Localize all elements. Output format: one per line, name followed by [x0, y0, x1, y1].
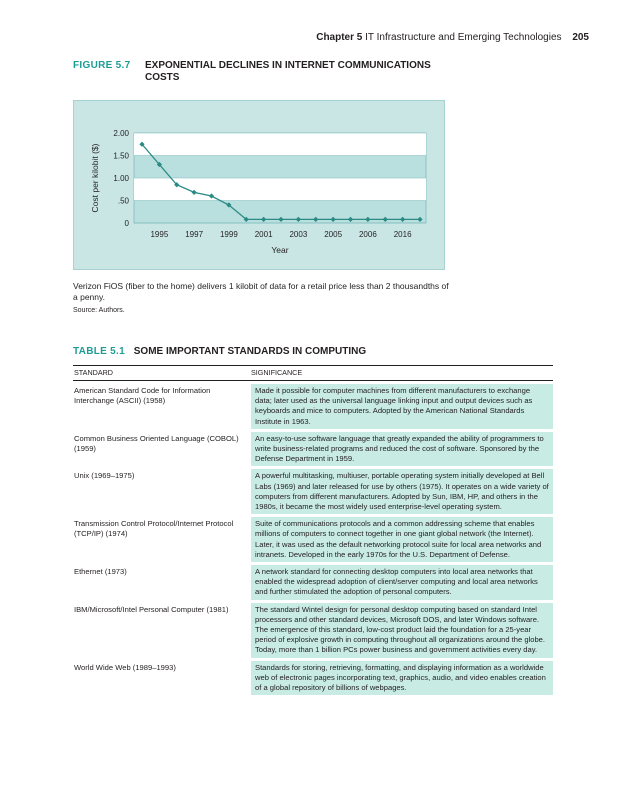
significance-cell: A powerful multitasking, multiuser, portable operating system initially developed at Bell Labs (1969) and later released for use by others (1975). It operates on a wide variety of computers from different manufacturers. Adopted by Sun, IBM, HP, and others in the 1980s, it became the most widely used enterprise-level operating system.	[251, 469, 553, 514]
chapter-label: Chapter 5	[316, 32, 363, 43]
significance-cell: A network standard for connecting desktop computers into local area networks that enabled the widespread adoption of client/server computing and local area networks and further stimulated the adoption of personal computers.	[251, 565, 553, 600]
x-tick-label: 2005	[324, 230, 343, 239]
header-standard: STANDARD	[74, 367, 114, 377]
table-row	[73, 432, 553, 467]
table-row	[73, 603, 553, 658]
y-tick-label: 1.50	[113, 151, 129, 161]
x-tick-label: 1997	[185, 230, 204, 239]
standard-cell: World Wide Web (1989–1993)	[74, 662, 176, 672]
standard-cell: IBM/Microsoft/Intel Personal Computer (1981)	[74, 604, 229, 614]
y-tick-label: 2.00	[113, 129, 129, 138]
significance-cell: Made it possible for computer machines from different manufacturers to exchange data; later used as the universal language linking input and output devices such as keyboards and mice to computers. Adopted by the American National Standards Institute in 1963.	[251, 384, 553, 429]
y-tick-label: .50	[117, 196, 129, 206]
x-tick-label: 2016	[393, 230, 412, 239]
standards-table	[73, 365, 553, 695]
figure-label: FIGURE 5.7	[73, 60, 131, 71]
chapter-title: IT Infrastructure and Emerging Technologies	[365, 32, 562, 43]
y-tick-label: 0	[124, 219, 129, 228]
header-significance: SIGNIFICANCE	[251, 367, 303, 377]
figure-title: EXPONENTIAL DECLINES IN INTERNET COMMUNICATIONS COSTS	[145, 60, 431, 83]
x-tick-label: 2001	[254, 230, 273, 239]
significance-cell: An easy-to-use software language that greatly expanded the ability of programmers to write business-related programs and reduced the cost of software. Sponsored by the Defense Department in 1959.	[251, 432, 553, 467]
x-tick-label: 1995	[150, 230, 169, 239]
standard-cell: Transmission Control Protocol/Internet Protocol (TCP/IP) (1974)	[74, 519, 234, 539]
standard-cell: Unix (1969–1975)	[74, 471, 135, 481]
plot-band	[134, 133, 426, 156]
figure-note: Verizon FiOS (fiber to the home) delivers 1 kilobit of data for a retail price less than 2 thousandths of a penny.	[73, 281, 449, 302]
significance-cell: Standards for storing, retrieving, formatting, and displaying information as a worldwide web of electronic pages incorporating text, graphics, audio, and video enables creation of a global repository of billions of webpages.	[251, 661, 553, 696]
table-row	[73, 565, 553, 600]
x-tick-label: 2006	[358, 230, 377, 239]
chart-frame	[73, 100, 445, 270]
table-row	[73, 517, 553, 562]
table-header	[73, 365, 553, 381]
running-head	[316, 32, 589, 43]
x-tick-label: 1999	[219, 230, 238, 239]
cost-chart	[74, 101, 444, 269]
figure-source: Source: Authors.	[73, 307, 125, 314]
standard-cell: American Standard Code for Information Interchange (ASCII) (1958)	[74, 386, 211, 406]
y-axis-label: Cost per kilobit ($)	[90, 143, 100, 213]
significance-cell: Suite of communications protocols and a common addressing scheme that enables millions of computers to connect together in one giant global network (the Internet). Later, it was used as the default networking protocol suite for local area networks and intranets. Developed in the early 1970s for the U.S. Department of Defense.	[251, 517, 553, 562]
x-axis-label: Year	[271, 245, 289, 255]
standard-cell: Common Business Oriented Language (COBOL) (1959)	[74, 433, 239, 454]
significance-cell: The standard Wintel design for personal desktop computing based on standard Intel processors and other standard devices, Microsoft DOS, and later Windows software. The emergence of this standard, low-cost product laid the foundation for a 25-year period of explosive growth in computing throughout all organizations around the globe. Today, more than 1 billion PCs power business and government activities every day.	[251, 603, 553, 658]
table-caption	[73, 346, 366, 357]
table-title: SOME IMPORTANT STANDARDS IN COMPUTING	[133, 346, 367, 357]
x-tick-label: 2003	[289, 230, 308, 239]
standard-cell: Ethernet (1973)	[74, 567, 127, 577]
table-row	[73, 469, 553, 514]
table-row	[73, 384, 553, 429]
table-row	[73, 661, 553, 696]
plot-band	[134, 178, 426, 201]
page-number: 205	[572, 32, 589, 43]
y-tick-label: 1.00	[113, 174, 129, 183]
table-label: TABLE 5.1	[73, 346, 125, 357]
